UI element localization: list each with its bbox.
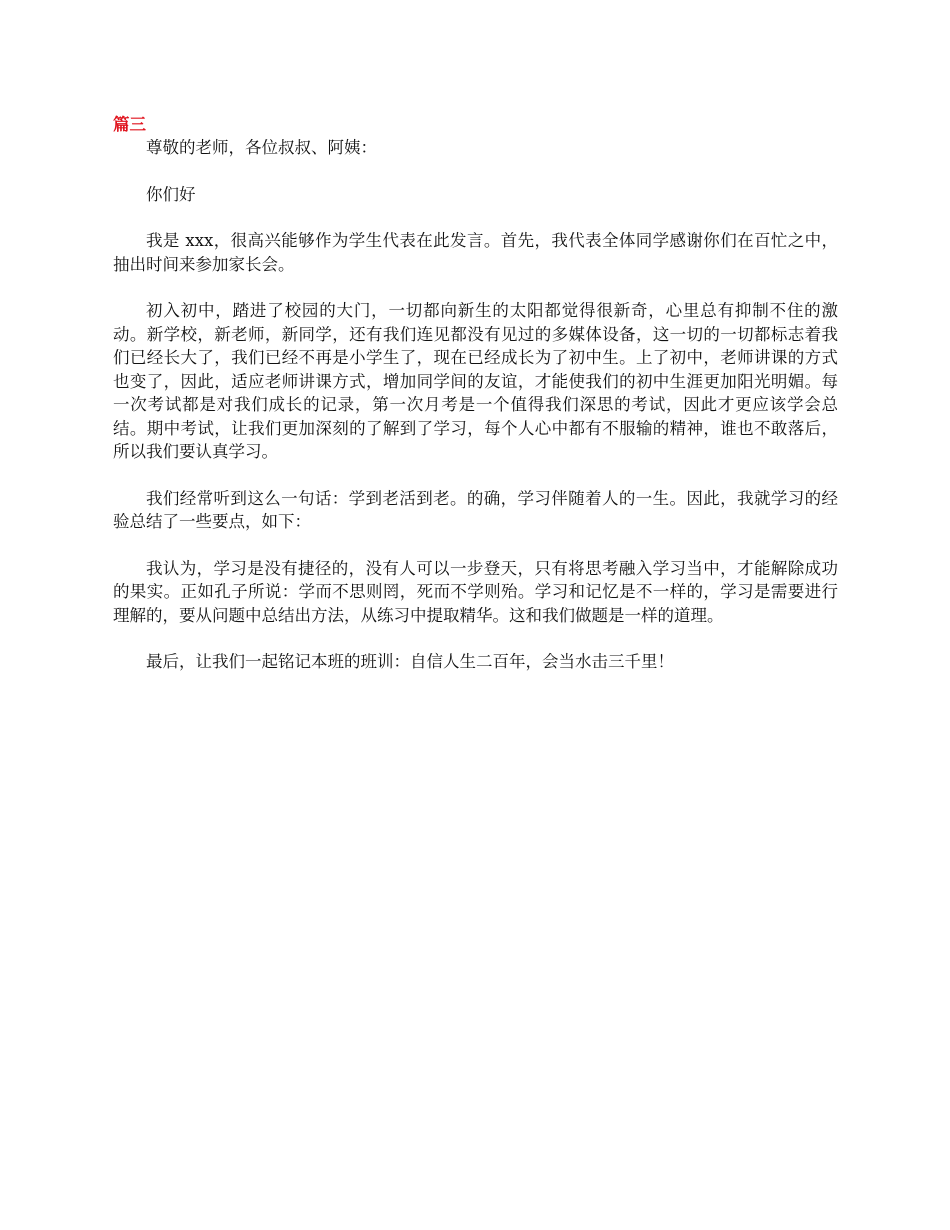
body-paragraph: 我认为，学习是没有捷径的，没有人可以一步登天，只有将思考融入学习当中，才能解除成功的果实。正如孔子所说：学而不思则罔，死而不学则殆。学习和记忆是不一样的，学习是需要进行理解的，要从问题中总结出方法，从练习中提取精华。这和我们做题是一样的道理。 [113,558,838,625]
closing-paragraph: 最后，让我们一起铭记本班的班训：自信人生二百年，会当水击三千里！ [146,652,674,671]
section-title: 篇三 [113,115,146,134]
document-body [113,113,838,697]
salutation-paragraph: 尊敬的老师，各位叔叔、阿姨： [146,138,377,157]
body-paragraph: 初入初中，踏进了校园的大门，一切都向新生的太阳都觉得很新奇，心里总有抑制不住的激动。新学校，新老师，新同学，还有我们连见都没有见过的多媒体设备，这一切的一切都标志着我们已经长大了，我们已经不再是小学生了，现在已经成长为了初中生。上了初中，老师讲课的方式也变了，因此，适应老师讲课方式，增加同学间的友谊，才能使我们的初中生涯更加阳光明媚。每一次考试都是对我们成长的记录，第一次月考是一个值得我们深思的考试，因此才更应该学会总结。期中考试，让我们更加深刻的了解到了学习，每个人心中都有不服输的精神，谁也不敢落后，所以我们要认真学习。 [113,301,838,461]
greeting-paragraph: 你们好 [146,184,196,204]
body-paragraph: 我们经常听到这么一句话：学到老活到老。的确，学习伴随着人的一生。因此，我就学习的经验总结了一些要点，如下： [113,488,838,531]
intro-paragraph: 我是 xxx，很高兴能够作为学生代表在此发言。首先，我代表全体同学感谢你们在百忙之中，抽出时间来参加家长会。 [113,231,838,274]
